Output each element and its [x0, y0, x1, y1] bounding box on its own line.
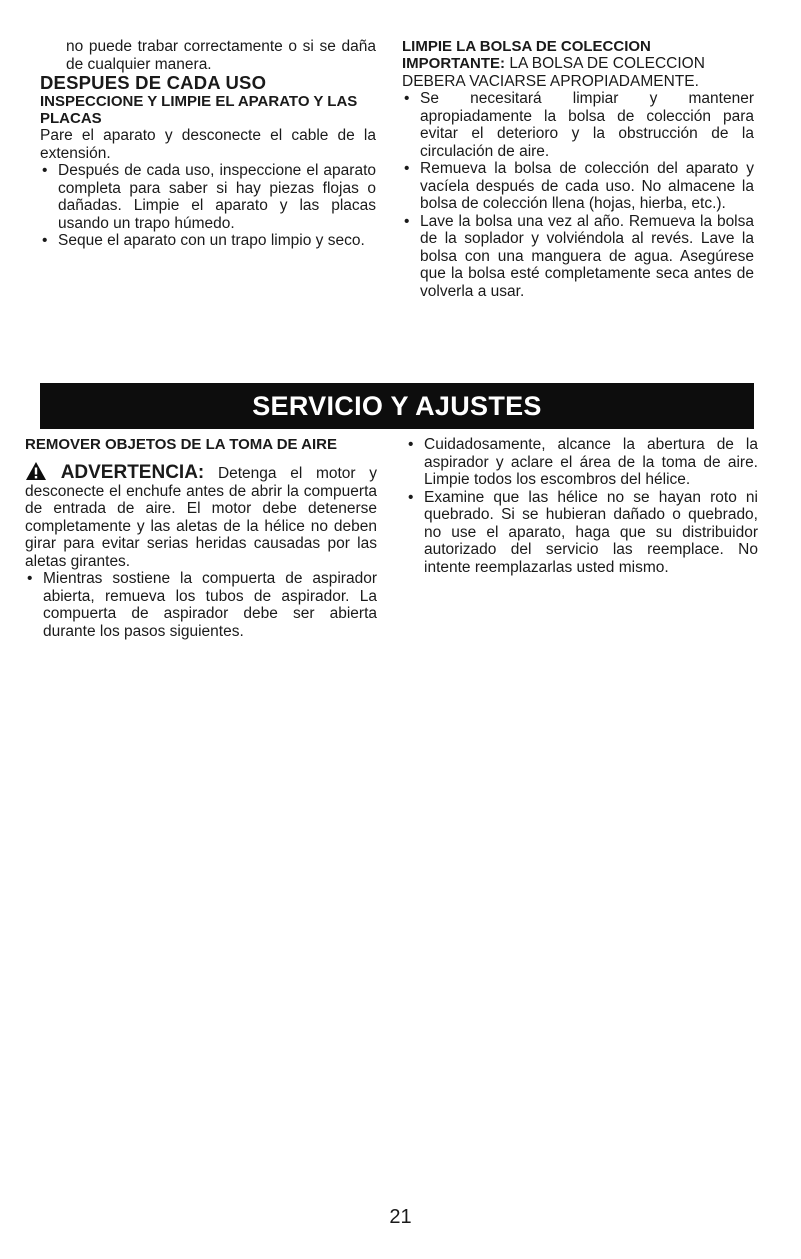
section-banner: SERVICIO Y AJUSTES: [40, 383, 754, 429]
column-bottom-left: [25, 436, 377, 640]
warning-label: ADVERTENCIA:: [60, 462, 205, 483]
bullet-list-bolsa: [402, 90, 754, 300]
important-text: LA BOLSA DE COLECCION DEBERA VACIARSE APROPIADAMENTE.: [402, 55, 705, 90]
list-item: • Mientras sostiene la compuerta de aspirador abierta, remueva los tubos de aspirador. La compuerta de aspirador debe ser abierta durante los pasos siguientes.: [25, 570, 377, 640]
bullet-list-inspeccione: [40, 162, 376, 250]
list-item: • Remueva la bolsa de colección del aparato y vacíela después de cada uso. No almacene la bolsa de colección llena (hojas, hierba, etc.).: [402, 160, 754, 213]
important-note: [402, 55, 754, 90]
list-item: • Seque el aparato con un trapo limpio y seco.: [40, 232, 376, 250]
warning-text: Detenga el motor y desconecte el enchufe antes de abrir la compuerta de entrada de aire. El motor debe detenerse completamente y las aletas de la hélice no deben girar para evitar serias heridas causadas por las aletas girantes.: [25, 465, 377, 570]
section-heading-remover: REMOVER OBJETOS DE LA TOMA DE AIRE: [25, 436, 337, 453]
column-top-left: [40, 38, 376, 250]
important-label: IMPORTANTE:: [402, 55, 506, 72]
warning-paragraph: [25, 461, 377, 570]
list-item: • Examine que las hélice no se hayan roto ni quebrado. Si se hubieran dañado o quebrado, no use el aparato, haga que su distribuidor autorizado del servicio las reemplace. No intente reemplazarlas usted mismo.: [406, 489, 758, 577]
paragraph-pare: Pare el aparato y desconecte el cable de la extensión.: [40, 127, 376, 162]
column-top-right: [402, 38, 754, 300]
list-item: • Después de cada uso, inspeccione el aparato completa para saber si hay piezas flojas o dañadas. Limpie el aparato y las placas usando un trapo húmedo.: [40, 162, 376, 232]
page-number: 21: [389, 1206, 412, 1228]
section-heading-despues: DESPUES DE CADA USO: [40, 72, 267, 93]
subheading-inspeccione: INSPECCIONE Y LIMPIE EL APARATO Y LAS PLACAS: [40, 93, 358, 127]
warning-triangle-icon: [25, 461, 47, 481]
list-item: • Cuidadosamente, alcance la abertura de la aspirador y aclare el área de la toma de aire. Limpie todos los escombros del hélice.: [406, 436, 758, 489]
bullet-list-remover: [25, 570, 377, 640]
column-bottom-right: [406, 436, 758, 576]
bullet-list-cuidadosamente: [406, 436, 758, 576]
list-item: • Se necesitará limpiar y mantener apropiadamente la bolsa de colección para evitar el deterioro y la obstrucción de la circulación de aire.: [402, 90, 754, 160]
section-heading-limpie-bolsa: LIMPIE LA BOLSA DE COLECCION: [402, 38, 651, 55]
continued-text: no puede trabar correctamente o si se daña de cualquier manera.: [66, 38, 376, 73]
list-item: • Lave la bolsa una vez al año. Remueva la bolsa de la soplador y volviéndola al revés. Lave la bolsa con una manguera de agua. Asegúrese que la bolsa esté completamente seca antes de volverla a usar.: [402, 213, 754, 301]
